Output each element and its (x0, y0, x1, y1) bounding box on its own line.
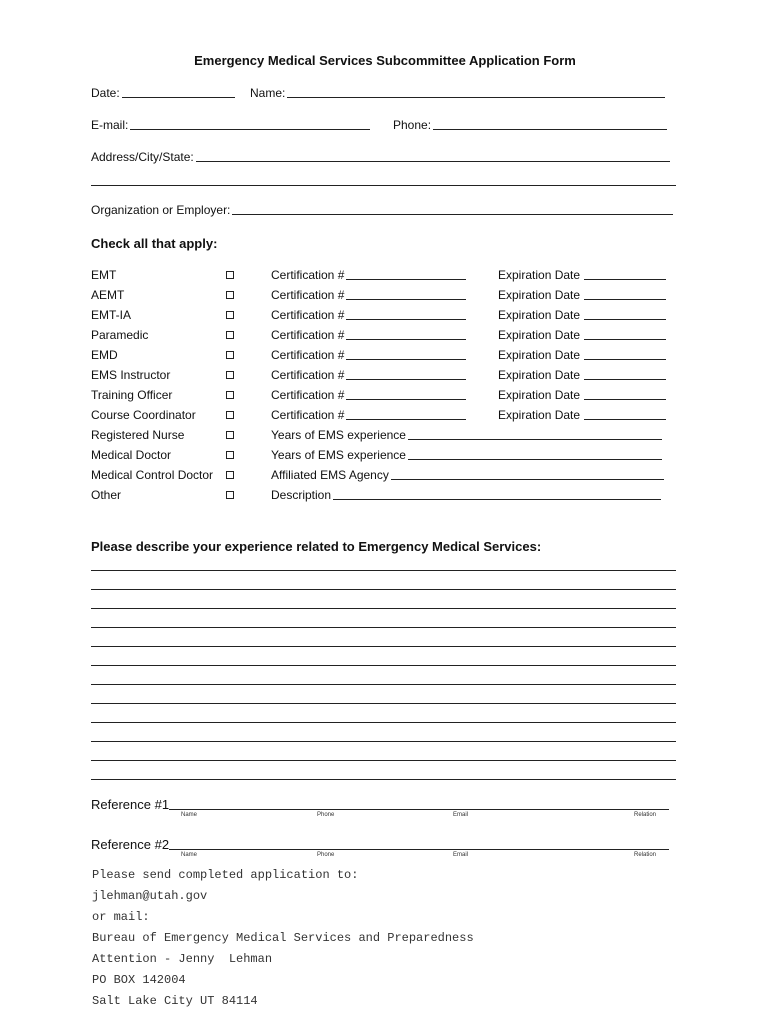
email-field[interactable] (91, 118, 370, 132)
check-label: Other (91, 488, 122, 502)
mailing-email[interactable]: jlehman@utah.gov (92, 889, 208, 903)
check-label: Course Coordinator (91, 408, 196, 422)
exp-label: Expiration Date (498, 368, 581, 382)
check-row-training-officer (91, 388, 691, 408)
describe-heading: Please describe your experience related to Emergency Medical Services: (91, 539, 542, 554)
check-row-medical-control-doctor (91, 468, 691, 488)
check-label: Paramedic (91, 328, 149, 342)
exp-line[interactable] (584, 398, 666, 400)
email-line[interactable] (130, 128, 370, 130)
check-label: Training Officer (91, 388, 173, 402)
check-row-paramedic (91, 328, 691, 348)
exp-line[interactable] (584, 378, 666, 380)
check-label: AEMT (91, 288, 125, 302)
exp-field[interactable] (498, 308, 666, 322)
exp-field[interactable] (498, 368, 666, 382)
check-label: Medical Control Doctor (91, 468, 214, 482)
agency-field[interactable] (271, 468, 664, 482)
check-label: EMD (91, 348, 118, 362)
cert-line[interactable] (346, 338, 466, 340)
ref1-sub-relation: Relation (634, 812, 657, 818)
check-heading: Check all that apply: (91, 236, 218, 251)
phone-label: Phone: (393, 118, 432, 132)
checkbox[interactable] (226, 271, 234, 279)
check-row-medical-doctor (91, 448, 691, 468)
address-field[interactable] (91, 150, 670, 164)
cert-field[interactable] (271, 408, 466, 422)
cert-line[interactable] (346, 318, 466, 320)
cert-field[interactable] (271, 388, 466, 402)
exp-line[interactable] (584, 318, 666, 320)
cert-label: Certification # (271, 348, 345, 362)
cert-line[interactable] (346, 358, 466, 360)
mailing-line: Attention - Jenny Lehman (92, 952, 273, 966)
check-row-course-coordinator (91, 408, 691, 428)
exp-label: Expiration Date (498, 308, 581, 322)
address-line-2[interactable] (91, 185, 676, 186)
check-label: Medical Doctor (91, 448, 172, 462)
cert-label: Certification # (271, 288, 345, 302)
ref1-sub-name: Name (181, 812, 198, 818)
cert-field[interactable] (271, 288, 466, 302)
cert-line[interactable] (346, 418, 466, 420)
mailing-line: or mail: (92, 910, 150, 924)
experience-line[interactable] (91, 646, 676, 647)
ref1-sub-phone: Phone (317, 812, 335, 818)
cert-line[interactable] (346, 398, 466, 400)
cert-label: Certification # (271, 308, 345, 322)
years-line[interactable] (408, 438, 662, 440)
description-label: Description (271, 488, 332, 502)
checkbox[interactable] (226, 491, 234, 499)
date-line[interactable] (122, 96, 235, 98)
agency-label: Affiliated EMS Agency (271, 468, 389, 482)
exp-line[interactable] (584, 338, 666, 340)
description-line[interactable] (333, 498, 661, 500)
check-row-ems-instructor (91, 368, 691, 388)
exp-line[interactable] (584, 298, 666, 300)
check-row-emt-ia (91, 308, 691, 328)
reference-2-label: Reference #2 (91, 837, 170, 852)
agency-line[interactable] (391, 478, 664, 480)
reference-1-field[interactable] (91, 797, 669, 812)
exp-field[interactable] (498, 388, 666, 402)
check-row-emd (91, 348, 691, 368)
exp-field[interactable] (498, 288, 666, 302)
description-field[interactable] (271, 488, 661, 502)
cert-field[interactable] (271, 308, 466, 322)
mailing-line: PO BOX 142004 (92, 973, 186, 987)
reference-1-line[interactable] (169, 808, 669, 810)
cert-label: Certification # (271, 388, 345, 402)
experience-line[interactable] (91, 722, 676, 723)
mailing-line: Salt Lake City UT 84114 (92, 994, 258, 1008)
organization-field[interactable] (91, 203, 673, 217)
cert-label: Certification # (271, 368, 345, 382)
exp-line[interactable] (584, 418, 666, 420)
address-label: Address/City/State: (91, 150, 194, 164)
check-row-registered-nurse (91, 428, 691, 448)
date-field[interactable] (91, 86, 235, 100)
ref2-sub-relation: Relation (634, 852, 657, 858)
checkbox[interactable] (226, 291, 234, 299)
exp-label: Expiration Date (498, 408, 581, 422)
cert-field[interactable] (271, 368, 466, 382)
ref2-sub-name: Name (181, 852, 198, 858)
cert-field[interactable] (271, 348, 466, 362)
checkbox[interactable] (226, 391, 234, 399)
check-row-emt (91, 268, 691, 288)
checkbox[interactable] (226, 371, 234, 379)
exp-field[interactable] (498, 328, 666, 342)
ref1-sub-email: Email (453, 812, 469, 818)
reference-1-label: Reference #1 (91, 797, 170, 812)
check-label: Registered Nurse (91, 428, 185, 442)
cert-line[interactable] (346, 378, 466, 380)
checkbox[interactable] (226, 431, 234, 439)
cert-line[interactable] (346, 298, 466, 300)
organization-line[interactable] (232, 213, 673, 215)
cert-line[interactable] (346, 278, 466, 280)
experience-line[interactable] (91, 608, 676, 609)
ref2-sub-phone: Phone (317, 852, 335, 858)
experience-line[interactable] (91, 703, 676, 704)
name-label: Name: (250, 86, 286, 100)
experience-line[interactable] (91, 684, 676, 685)
check-row-aemt (91, 288, 691, 308)
name-field[interactable] (250, 86, 665, 100)
checkbox[interactable] (226, 411, 234, 419)
exp-field[interactable] (498, 268, 666, 282)
exp-label: Expiration Date (498, 388, 581, 402)
exp-label: Expiration Date (498, 268, 581, 282)
email-label: E-mail: (91, 118, 129, 132)
experience-line[interactable] (91, 589, 676, 590)
exp-label: Expiration Date (498, 348, 581, 362)
name-line[interactable] (287, 96, 665, 98)
exp-field[interactable] (498, 408, 666, 422)
phone-field[interactable] (393, 118, 667, 132)
reference-2-field[interactable] (91, 837, 669, 852)
checkbox[interactable] (226, 331, 234, 339)
exp-field[interactable] (498, 348, 666, 362)
exp-label: Expiration Date (498, 288, 581, 302)
experience-line[interactable] (91, 570, 676, 571)
organization-label: Organization or Employer: (91, 203, 231, 217)
years-field[interactable] (271, 428, 662, 442)
ref2-sub-email: Email (453, 852, 469, 858)
cert-label: Certification # (271, 408, 345, 422)
years-field[interactable] (271, 448, 662, 462)
date-label: Date: (91, 86, 120, 100)
years-label: Years of EMS experience (271, 448, 406, 462)
cert-label: Certification # (271, 268, 345, 282)
cert-field[interactable] (271, 328, 466, 342)
cert-label: Certification # (271, 328, 345, 342)
exp-label: Expiration Date (498, 328, 581, 342)
address-line[interactable] (196, 160, 670, 162)
mailing-line: Bureau of Emergency Medical Services and Preparedness (92, 931, 474, 945)
experience-line[interactable] (91, 627, 676, 628)
checkbox[interactable] (226, 311, 234, 319)
phone-line[interactable] (433, 128, 667, 130)
check-label: EMT (91, 268, 117, 282)
experience-line[interactable] (91, 665, 676, 666)
experience-line[interactable] (91, 741, 676, 742)
form-title: Emergency Medical Services Subcommittee Application Form (194, 53, 576, 68)
mailing-line: Please send completed application to: (92, 868, 359, 882)
check-row-other (91, 488, 691, 508)
check-label: EMS Instructor (91, 368, 171, 382)
checkbox[interactable] (226, 471, 234, 479)
exp-line[interactable] (584, 278, 666, 280)
checkbox[interactable] (226, 351, 234, 359)
check-label: EMT-IA (91, 308, 132, 322)
cert-field[interactable] (271, 268, 466, 282)
years-label: Years of EMS experience (271, 428, 406, 442)
exp-line[interactable] (584, 358, 666, 360)
experience-line[interactable] (91, 760, 676, 761)
reference-2-line[interactable] (169, 848, 669, 850)
experience-line[interactable] (91, 779, 676, 780)
checkbox[interactable] (226, 451, 234, 459)
years-line[interactable] (408, 458, 662, 460)
